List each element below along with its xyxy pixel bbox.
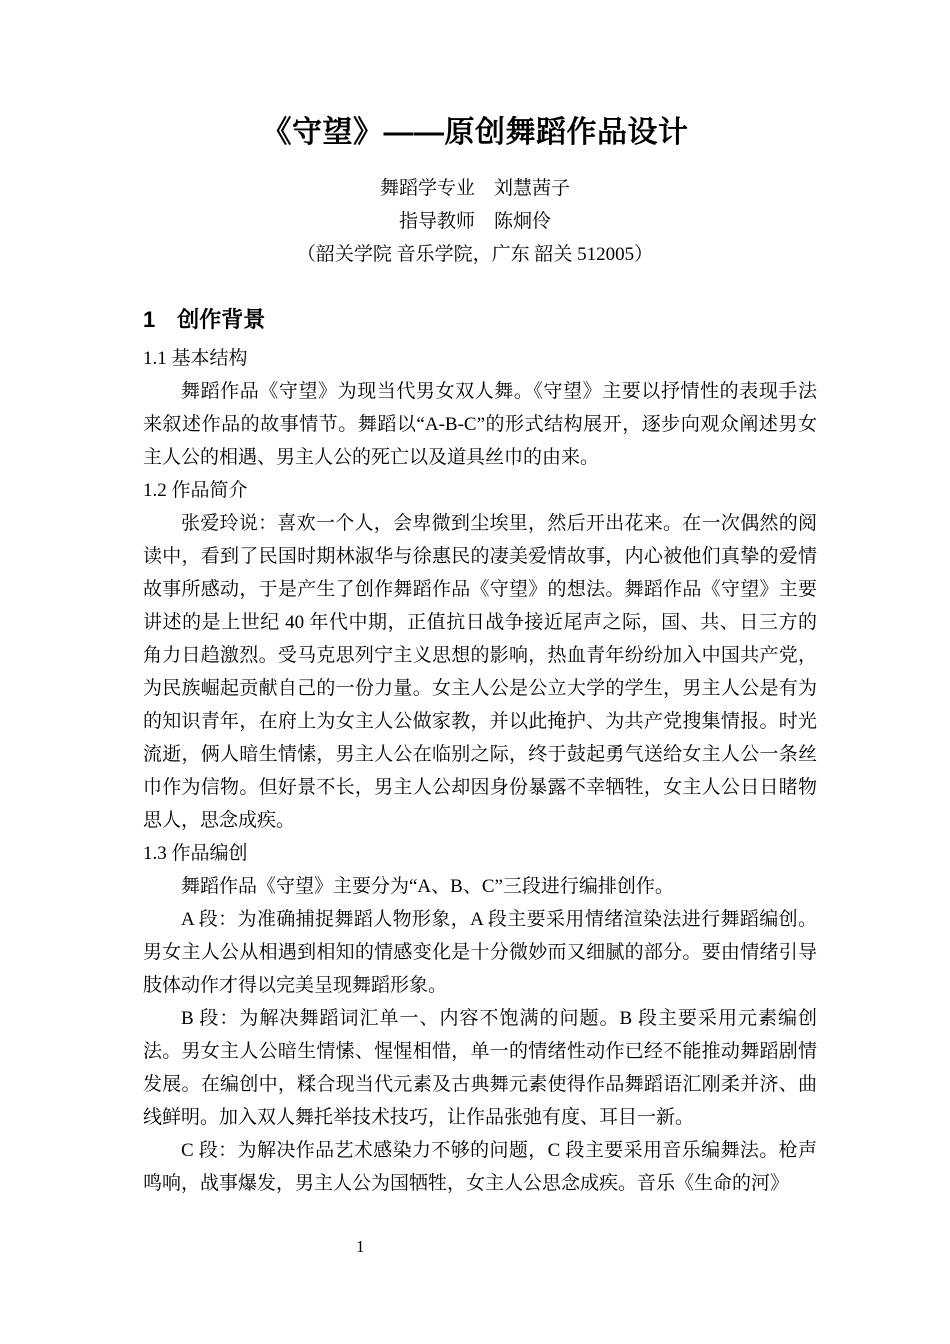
paragraph-section-a: A 段：为准确捕捉舞蹈人物形象，A 段主要采用情绪渲染法进行舞蹈编创。男女主人公从相遇到相知的情感变化是十分微妙而又细腻的部分。要由情绪引导肢体动作才得以完美呈现舞蹈形象。 [143,909,817,996]
subsection-heading-basic-structure: 1.1 基本结构 [143,348,248,369]
document-title: 《守望》——原创舞蹈作品设计 [261,116,689,149]
subsection-heading-work-choreography: 1.3 作品编创 [143,843,248,864]
page-number: 1 [356,1237,365,1256]
affiliation-line: （韶关学院 音乐学院，广东 韶关 512005） [296,244,654,265]
section-heading-creation-background: 1 创作背景 [143,307,266,332]
paragraph-section-b: B 段：为解决舞蹈词汇单一、内容不饱满的问题。B 段主要采用元素编创法。男女主人公暗生情愫、惺惺相惜，单一的情绪性动作已经不能推动舞蹈剧情发展。在编创中，糅合现当代元素及古典舞元素使得作品舞蹈语汇刚柔并济、曲线鲜明。加入双人舞托举技术技巧，让作品张弛有度、耳目一新。 [143,1008,817,1128]
paragraph-section-c: C 段：为解决作品艺术感染力不够的问题，C 段主要采用音乐编舞法。枪声鸣响，战事爆发，男主人公为国牺牲，女主人公思念成疾。音乐《生命的河》 [143,1140,817,1194]
paragraph-choreography-overview: 舞蹈作品《守望》主要分为“A、B、C”三段进行编排创作。 [181,876,674,897]
advisor-line: 指导教师 陈炯伶 [398,211,551,232]
subsection-heading-work-introduction: 1.2 作品简介 [143,480,248,501]
paragraph-basic-structure: 舞蹈作品《守望》为现当代男女双人舞。《守望》主要以抒情性的表现手法来叙述作品的故事情节。舞蹈以“A-B-C”的形式结构展开，逐步向观众阐述男女主人公的相遇、男主人公的死亡以及道具丝巾的由来。 [143,381,817,468]
paragraph-work-introduction: 张爱玲说：喜欢一个人，会卑微到尘埃里，然后开出花来。在一次偶然的阅读中，看到了民国时期林淑华与徐惠民的凄美爱情故事，内心被他们真挚的爱情故事所感动，于是产生了创作舞蹈作品《守望》的想法。舞蹈作品《守望》主要讲述的是上世纪 40 年代中期，正值抗日战争接近尾声之际，国、共、日三方的角力日趋激烈。受马克思列宁主义思想的影响，热血青年纷纷加入中国共产党，为民族崛起贡献自己的一份力量。女主人公是公立大学的学生，男主人公是有为的知识青年，在府上为女主人公做家教，并以此掩护、为共产党搜集情报。时光流逝，俩人暗生情愫，男主人公在临别之际，终于鼓起勇气送给女主人公一条丝巾作为信物。但好景不长，男主人公却因身份暴露不幸牺牲，女主人公日日睹物思人，思念成疾。 [143,513,817,831]
author-line: 舞蹈学专业 刘慧茜子 [379,178,570,199]
byline-group [0,172,950,271]
document-body [143,342,817,1200]
